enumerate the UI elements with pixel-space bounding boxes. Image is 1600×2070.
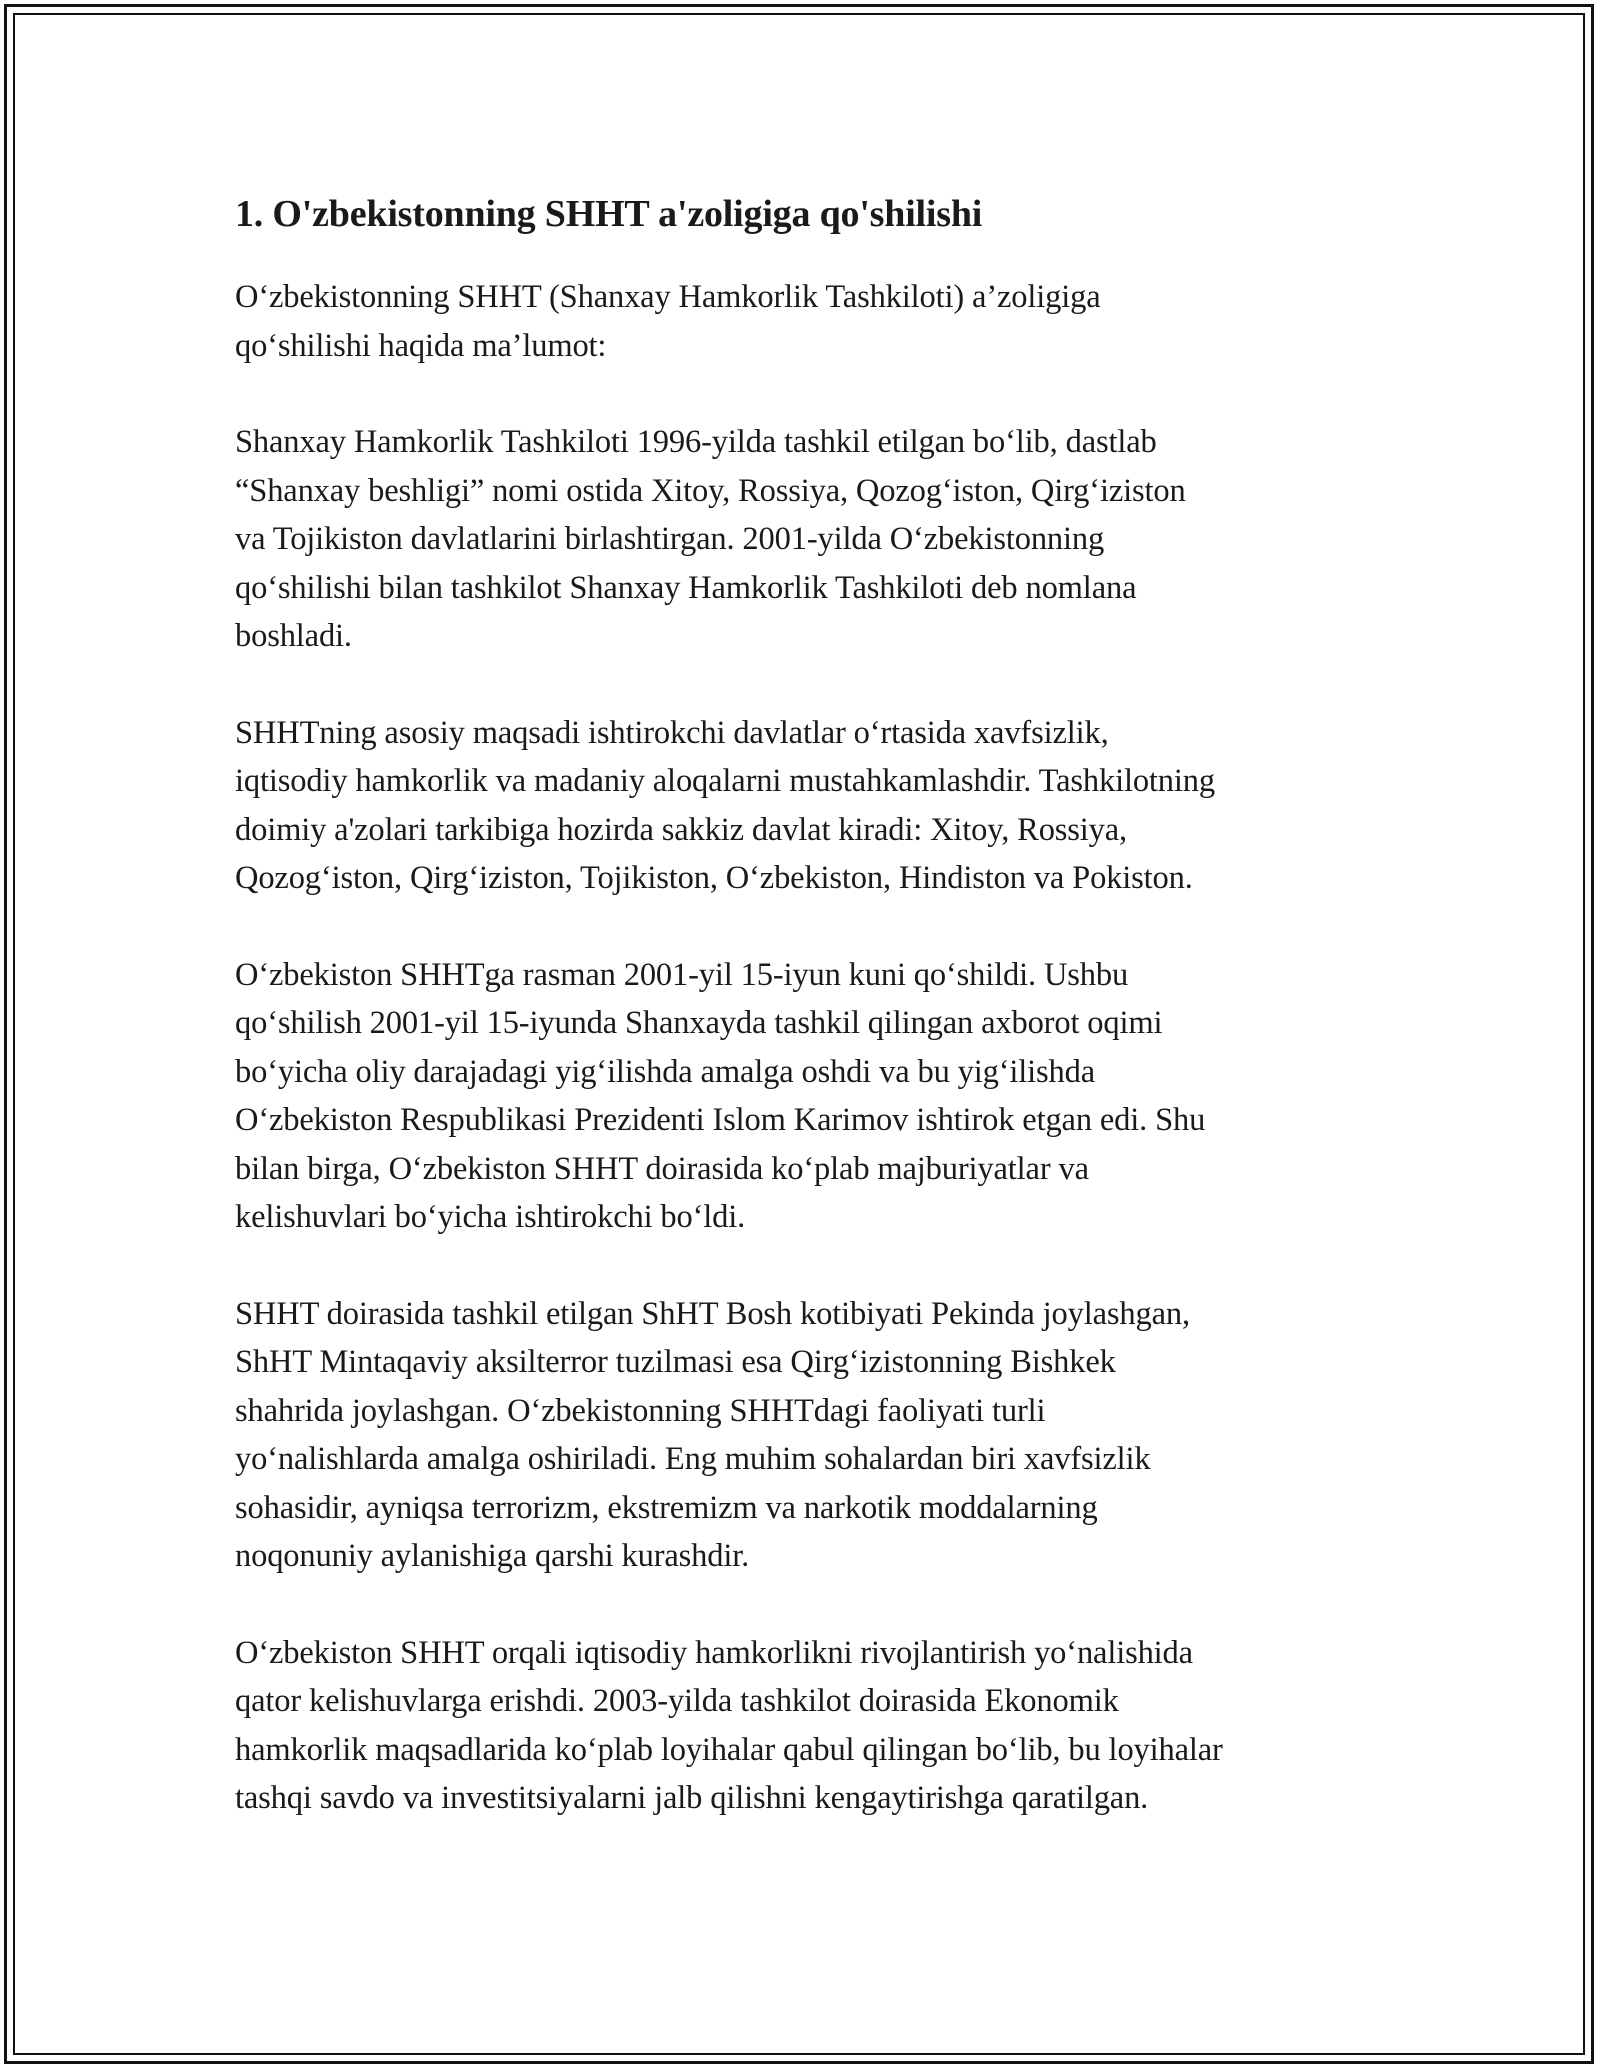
document-title: 1. O'zbekistonning SHHT a'zoligiga qo'shilishi — [235, 193, 983, 235]
paragraph-history: Shanxay Hamkorlik Tashkiloti 1996-yilda tashkil etilgan bo‘lib, dastlab “Shanxay beshligi” nomi ostida Xitoy, Rossiya, Qozog‘iston, Qirg‘iziston va Tojikiston davlatlarini birlashtirgan. 2001-yilda O‘zbekistonning qo‘shilishi bilan tashkilot Shanxay Hamkorlik Tashkiloti deb nomlana boshladi. — [235, 424, 1186, 654]
paragraph-accession: O‘zbekiston SHHTga rasman 2001-yil 15-iyun kuni qo‘shildi. Ushbu qo‘shilish 2001-yil 15-iyunda Shanxayda tashkil qilingan axborot oqimi bo‘yicha oliy darajadagi yig‘ilishda amalga oshdi va bu yig‘ilishda O‘zbekiston Respublikasi Prezidenti Islom Karimov ishtirok etgan edi. Shu bilan birga, O‘zbekiston SHHT doirasida ko‘plab majburiyatlar va kelishuvlari bo‘yicha ishtirokchi bo‘ldi. — [235, 956, 1206, 1235]
document-body — [235, 185, 1375, 1871]
paragraph-goals: SHHTning asosiy maqsadi ishtirokchi davlatlar o‘rtasida xavfsizlik, iqtisodiy hamkorlik va madaniy aloqalarni mustahkamlashdir. Tashkilotning doimiy a'zolari tarkibiga hozirda sakkiz davlat kiradi: Xitoy, Rossiya, Qozog‘iston, Qirg‘iziston, Tojikiston, O‘zbekiston, Hindiston va Pokiston. — [235, 714, 1215, 896]
paragraph-economy: O‘zbekiston SHHT orqali iqtisodiy hamkorlikni rivojlantirish yo‘nalishida qator kelishuvlarga erishdi. 2003-yilda tashkilot doirasida Ekonomik hamkorlik maqsadlarida ko‘plab loyihalar qabul qilingan bo‘lib, bu loyihalar tashqi savdo va investitsiyalarni jalb qilishni kengaytirishga qaratilgan. — [235, 1634, 1223, 1816]
paragraph-structure: SHHT doirasida tashkil etilgan ShHT Bosh kotibiyati Pekinda joylashgan, ShHT Mintaqaviy aksilterror tuzilmasi esa Qirg‘izistonning Bishkek shahrida joylashgan. O‘zbekistonning SHHTdagi faoliyati turli yo‘nalishlarda amalga oshiriladi. Eng muhim sohalardan biri xavfsizlik sohasidir, ayniqsa terrorizm, ekstremizm va narkotik moddalarning noqonuniy aylanishiga qarshi kurashdir. — [235, 1295, 1190, 1574]
paragraph-intro: O‘zbekistonning SHHT (Shanxay Hamkorlik Tashkiloti) a’zoligiga qo‘shilishi haqida ma’lumot: — [235, 279, 1101, 364]
